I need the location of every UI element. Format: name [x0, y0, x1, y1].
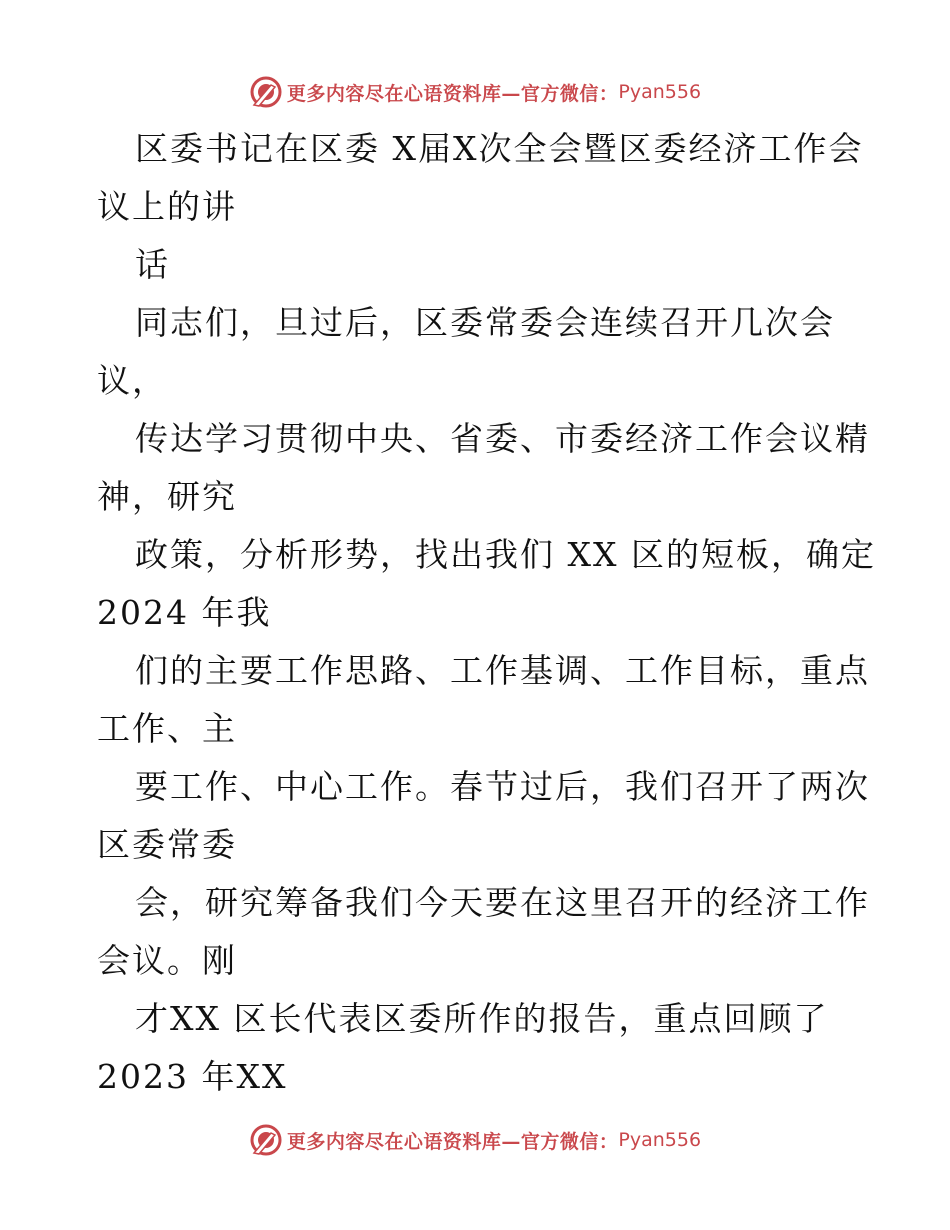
doc-line: 区委书记在区委 X届X次全会暨区委经济工作会: [135, 129, 864, 168]
document-body: [97, 120, 877, 1106]
doc-line: 政策，分析形势，找出我们 XX 区的短板，确定: [135, 535, 876, 574]
header-banner: [0, 72, 950, 112]
doc-line: 会，研究筹备我们今天要在这里召开的经济工作: [135, 883, 870, 922]
doc-line: 2023 年XX: [97, 1057, 288, 1096]
doc-line: 议上的讲: [97, 187, 237, 226]
doc-line: 要工作、中心工作。春节过后，我们召开了两次: [135, 767, 870, 806]
pen-logo-icon: [249, 75, 283, 109]
doc-line: 工作、主: [97, 709, 237, 748]
doc-line: 传达学习贯彻中央、省委、市委经济工作会议精: [135, 419, 870, 458]
doc-line: 会议。刚: [97, 941, 237, 980]
footer-banner: [0, 1120, 950, 1160]
doc-line: 区委常委: [97, 825, 237, 864]
pen-logo-icon: [249, 1123, 283, 1157]
doc-line: 们的主要工作思路、工作基调、工作目标，重点: [135, 651, 870, 690]
doc-line: 才XX 区长代表区委所作的报告，重点回顾了: [135, 999, 829, 1038]
banner-text: 更多内容尽在心语资料库—官方微信：: [286, 82, 619, 105]
banner-text: 更多内容尽在心语资料库—官方微信：: [286, 1130, 619, 1153]
wechat-id: Pyan556: [618, 1129, 702, 1151]
wechat-id: Pyan556: [618, 81, 702, 103]
doc-line: 2024 年我: [97, 593, 272, 632]
doc-line: 同志们，旦过后，区委常委会连续召开几次会: [135, 303, 835, 342]
doc-line: 话: [135, 245, 170, 284]
doc-line: 神，研究: [97, 477, 237, 516]
doc-line: 议，: [97, 361, 167, 400]
